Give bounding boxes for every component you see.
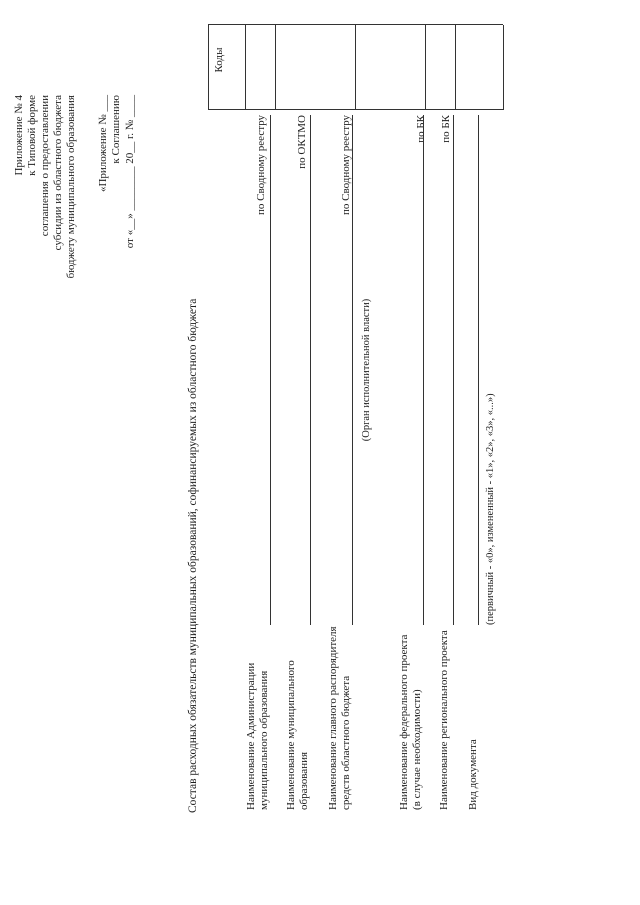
code-label-bk: по БК — [415, 115, 427, 143]
federal-value-line — [423, 115, 424, 625]
admin-value-line — [270, 115, 271, 625]
distributor-caption: (Орган исполнительной власти) — [361, 298, 372, 442]
federal-project-label: Наименование федерального проекта (в случае необходимости) — [398, 634, 423, 810]
annex-subsidy-ref: субсидии из областного бюджета — [52, 95, 64, 251]
regional-value-line — [453, 115, 454, 625]
distributor-value-line — [352, 115, 353, 625]
annex-budget-ref: бюджету муниципального образования — [65, 95, 77, 279]
agreement-date-number: от «__» ________ 20__ г. № ____ — [124, 95, 136, 249]
code-label-registry: по Сводному реестру — [255, 115, 267, 215]
doctype-label: Вид документа — [467, 739, 479, 810]
admin-label: Наименование Администрации муниципального образования — [245, 662, 270, 810]
doctype-value-line — [478, 115, 479, 625]
code-label-registry-2: по Сводному реестру — [340, 115, 352, 215]
regional-project-label: Наименование регионального проекта — [438, 630, 450, 810]
agreement-annex-number: «Приложение № ___ — [97, 95, 109, 193]
annex-form-ref: к Типовой форме — [26, 95, 38, 176]
annex-number: Приложение № 4 — [13, 95, 25, 176]
code-label-oktmo: по ОКТМО — [296, 115, 308, 169]
municipality-value-line — [310, 115, 311, 625]
annex-agreement-ref: соглашения о предоставлении — [39, 95, 51, 237]
municipality-label: Наименование муниципального образования — [285, 660, 310, 810]
distributor-label: Наименование главного распорядителя средств областного бюджета — [327, 626, 352, 810]
document-title: Состав расходных обязательств муниципальных образований, софинансируемых из областного бюджета — [187, 298, 199, 813]
doctype-caption: (первичный - «0», измененный - «1», «2», «3», «...») — [485, 393, 496, 625]
codes-header: Коды — [213, 47, 225, 73]
agreement-ref: к Соглашению — [110, 95, 122, 164]
code-label-bk-2: по БК — [440, 115, 452, 143]
